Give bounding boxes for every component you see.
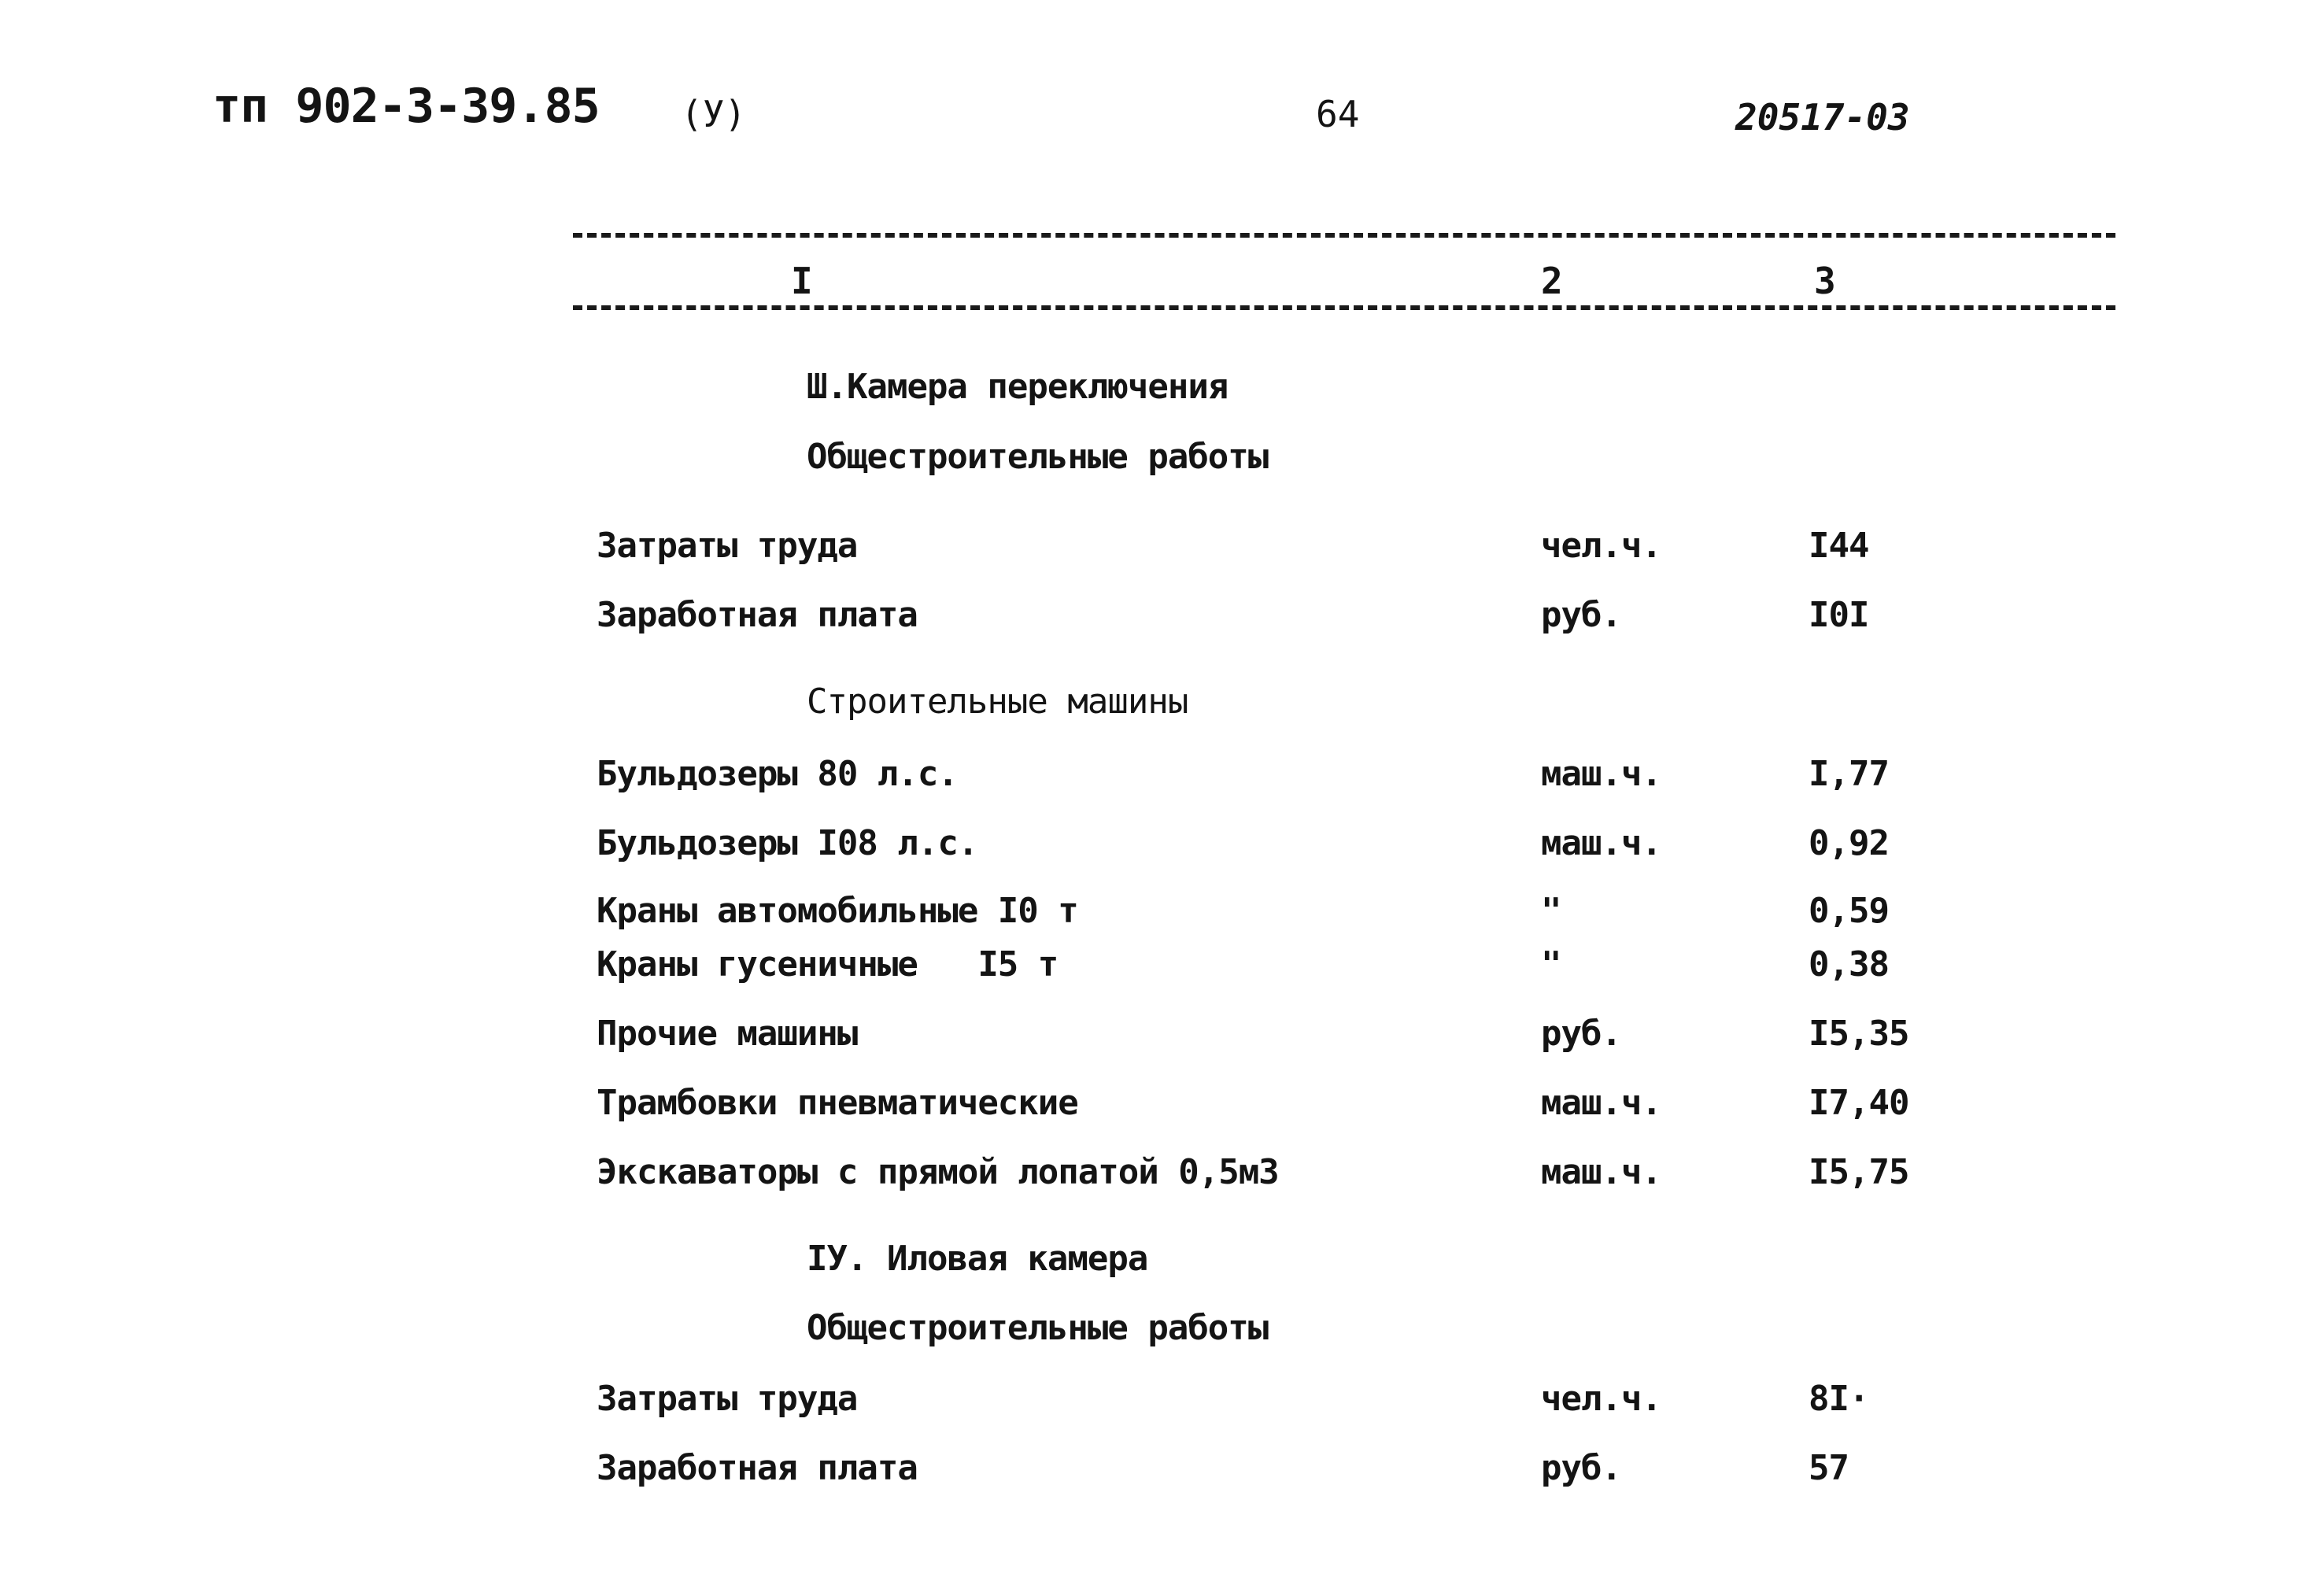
page-number: 64 bbox=[1316, 93, 1360, 135]
row-name: Затраты труда bbox=[597, 1379, 858, 1419]
row-unit: руб. bbox=[1541, 1014, 1621, 1054]
row-value: I0I bbox=[1809, 595, 1869, 635]
section-subtitle: Общестроительные работы bbox=[807, 1308, 1269, 1348]
row-name: Трамбовки пневматические bbox=[597, 1083, 1078, 1123]
section-title: IУ. Иловая камера bbox=[807, 1239, 1148, 1279]
row-value: 8I· bbox=[1809, 1379, 1869, 1419]
table-row bbox=[597, 1014, 2013, 1061]
row-unit: маш.ч. bbox=[1541, 823, 1661, 863]
row-unit: маш.ч. bbox=[1541, 1152, 1661, 1192]
row-value: I5,75 bbox=[1809, 1152, 1909, 1192]
row-unit: маш.ч. bbox=[1541, 1083, 1661, 1123]
column-header-1: I bbox=[791, 260, 813, 302]
table-row bbox=[597, 595, 2013, 642]
row-name: Бульдозеры 80 л.с. bbox=[597, 754, 958, 794]
row-value: 0,92 bbox=[1809, 823, 1889, 863]
table-row bbox=[597, 1379, 2013, 1426]
table-row bbox=[597, 754, 2013, 801]
row-unit: " bbox=[1541, 944, 1561, 984]
table-row bbox=[597, 1083, 2013, 1130]
table-row bbox=[597, 891, 2013, 938]
table-row bbox=[597, 1448, 2013, 1495]
table-row bbox=[597, 526, 2013, 573]
column-header-2: 2 bbox=[1541, 260, 1563, 302]
machines-subtitle: Строительные машины bbox=[807, 682, 1188, 722]
row-value: I7,40 bbox=[1809, 1083, 1909, 1123]
table-top-dashed-rule bbox=[573, 233, 2115, 238]
row-value: 57 bbox=[1809, 1448, 1849, 1488]
row-unit: руб. bbox=[1541, 595, 1621, 635]
row-name: Экскаваторы с прямой лопатой 0,5м3 bbox=[597, 1152, 1279, 1192]
table-row bbox=[597, 944, 2013, 992]
table-row bbox=[597, 1152, 2013, 1199]
table-row bbox=[597, 823, 2013, 870]
row-name: Краны гусеничные I5 т bbox=[597, 944, 1059, 984]
row-value: 0,59 bbox=[1809, 891, 1889, 931]
section-title: Ш.Камера переключения bbox=[807, 367, 1229, 407]
section-subtitle: Общестроительные работы bbox=[807, 437, 1269, 477]
column-header-3: 3 bbox=[1814, 260, 1836, 302]
row-unit: маш.ч. bbox=[1541, 754, 1661, 794]
row-name: Затраты труда bbox=[597, 526, 858, 566]
row-unit: " bbox=[1541, 891, 1561, 931]
row-value: I,77 bbox=[1809, 754, 1889, 794]
row-unit: руб. bbox=[1541, 1448, 1621, 1488]
row-unit: чел.ч. bbox=[1541, 526, 1661, 566]
row-value: 0,38 bbox=[1809, 944, 1889, 984]
document-code: тп 902-3-39.85 bbox=[212, 79, 600, 134]
row-name: Краны автомобильные I0 т bbox=[597, 891, 1078, 931]
row-unit: чел.ч. bbox=[1541, 1379, 1661, 1419]
row-value: I44 bbox=[1809, 526, 1869, 566]
table-header-dashed-rule bbox=[573, 305, 2115, 310]
row-name: Заработная плата bbox=[597, 1448, 918, 1488]
row-value: I5,35 bbox=[1809, 1014, 1909, 1054]
row-name: Бульдозеры I08 л.с. bbox=[597, 823, 978, 863]
row-name: Прочие машины bbox=[597, 1014, 858, 1054]
document-number: 20517-03 bbox=[1735, 96, 1910, 139]
document-variant: (У) bbox=[681, 93, 747, 135]
row-name: Заработная плата bbox=[597, 595, 918, 635]
